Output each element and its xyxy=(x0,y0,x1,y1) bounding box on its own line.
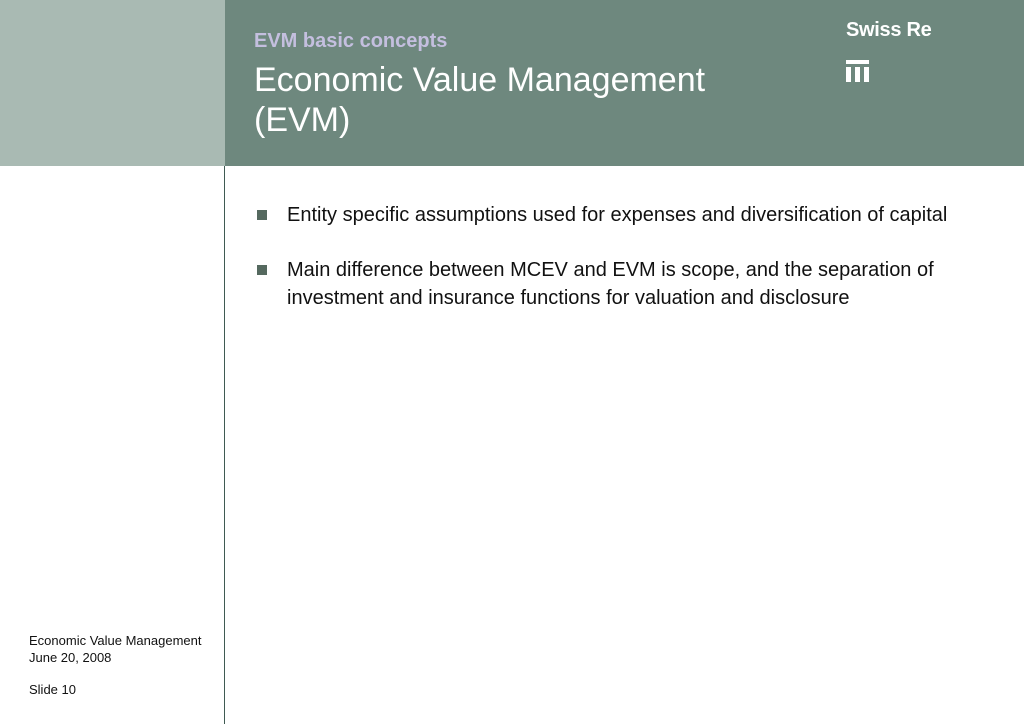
footer-date: June 20, 2008 xyxy=(29,650,112,665)
bullet-text: Entity specific assumptions used for expenses and diversification of capital xyxy=(287,204,948,226)
swiss-re-logo-icon xyxy=(846,60,869,82)
company-logo-text: Swiss Re xyxy=(846,19,932,41)
bullet-item xyxy=(255,256,995,312)
slide-title: Economic Value Management (EVM) xyxy=(254,61,706,139)
bullet-item xyxy=(255,201,995,229)
square-bullet-icon xyxy=(257,210,267,220)
section-subtitle: EVM basic concepts xyxy=(254,30,448,52)
header-left-panel xyxy=(0,0,225,166)
bullet-text: Main difference between MCEV and EVM is scope, and the separation of investment and insurance functions for valuation and disclosure xyxy=(287,259,934,309)
vertical-divider xyxy=(224,166,225,724)
footer-slide-number: Slide 10 xyxy=(29,682,76,697)
square-bullet-icon xyxy=(257,265,267,275)
footer-presentation-title: Economic Value Management xyxy=(29,633,202,648)
bullet-list xyxy=(255,201,995,339)
